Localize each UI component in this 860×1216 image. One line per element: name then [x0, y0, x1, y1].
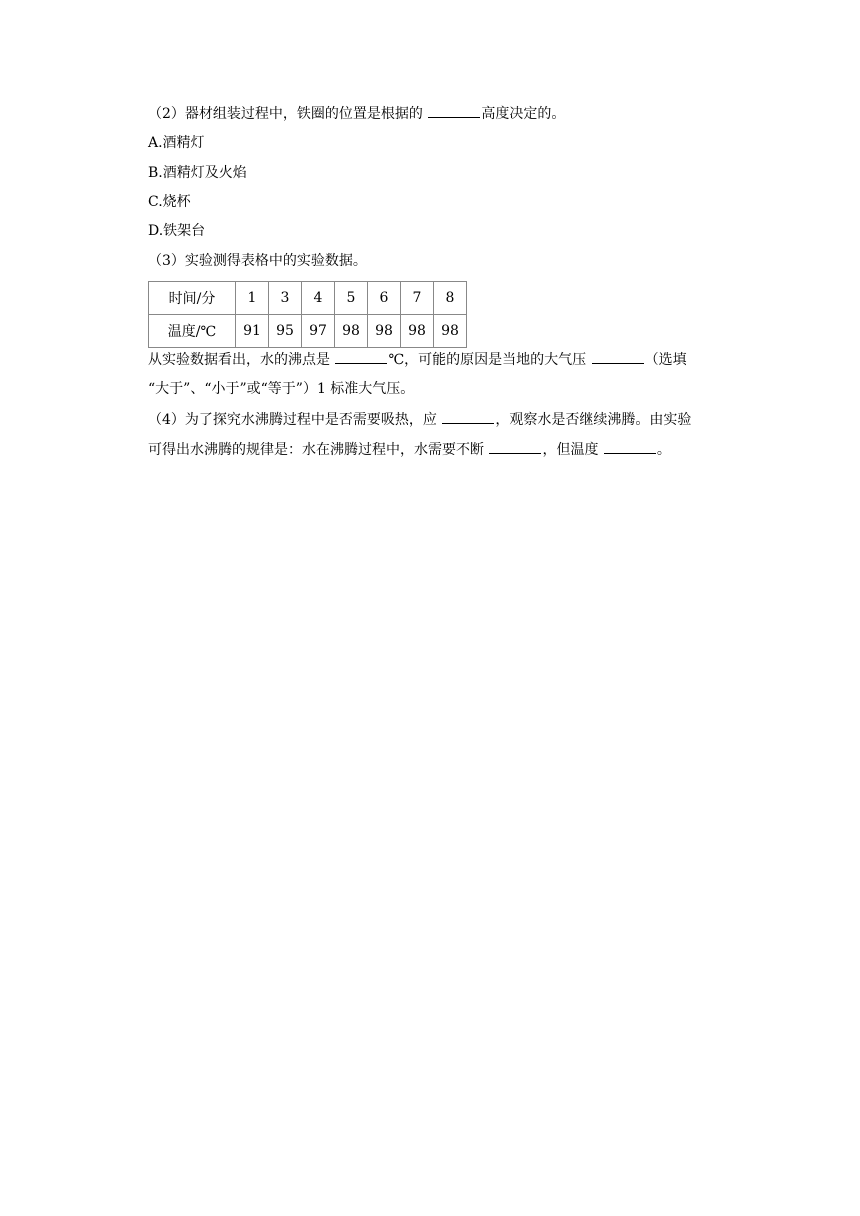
q2-option-d: D.铁架台 — [148, 223, 206, 239]
q2-stem-text-1: （2）器材组装过程中，铁圈的位置是根据的 — [148, 106, 428, 122]
table-cell: 91 — [236, 315, 269, 348]
answer-blank — [442, 409, 494, 424]
table-row — [149, 282, 467, 315]
q4-text-1: （4）为了探究水沸腾过程中是否需要吸热，应 — [148, 412, 442, 428]
answer-blank — [604, 439, 656, 454]
table-cell: 7 — [401, 282, 434, 315]
table-cell: 3 — [269, 282, 302, 315]
q2-stem — [148, 103, 565, 124]
answer-blank — [489, 439, 541, 454]
table-cell: 6 — [368, 282, 401, 315]
q4-line-2 — [148, 439, 671, 460]
q3-text-3: （选填 — [644, 352, 687, 368]
q3-text-2: ℃，可能的原因是当地的大气压 — [388, 352, 591, 368]
data-table — [148, 281, 467, 348]
q4-text-2: ，观察水是否继续沸腾。由实验 — [495, 412, 692, 428]
table-cell: 95 — [269, 315, 302, 348]
q3-line-1 — [148, 349, 687, 370]
q4-text-3: 可得出水沸腾的规律是：水在沸腾过程中，水需要不断 — [148, 442, 489, 458]
table-cell: 98 — [335, 315, 368, 348]
q2-option-c: C.烧杯 — [148, 194, 191, 210]
q4-text-5: 。 — [656, 442, 671, 458]
answer-blank — [335, 349, 387, 364]
answer-blank — [428, 103, 480, 118]
q3-line-2: “大于”、“小于”或“等于”）1 标准大气压。 — [148, 381, 415, 397]
answer-blank — [592, 349, 644, 364]
table-cell: 5 — [335, 282, 368, 315]
table-cell: 97 — [302, 315, 335, 348]
q2-option-b: B.酒精灯及火焰 — [148, 165, 247, 181]
table-cell: 4 — [302, 282, 335, 315]
q4-line-1 — [148, 409, 691, 430]
q3-text-1: 从实验数据看出，水的沸点是 — [148, 352, 335, 368]
q2-option-a: A.酒精灯 — [148, 135, 205, 151]
table-cell: 8 — [434, 282, 467, 315]
q3-intro: （3）实验测得表格中的实验数据。 — [148, 253, 367, 269]
table-cell: 98 — [368, 315, 401, 348]
table-cell: 1 — [236, 282, 269, 315]
table-cell: 98 — [434, 315, 467, 348]
row-header: 时间/分 — [149, 282, 236, 315]
q2-stem-text-2: 高度决定的。 — [481, 106, 566, 122]
table-cell: 98 — [401, 315, 434, 348]
table-row — [149, 315, 467, 348]
q4-text-4: ，但温度 — [542, 442, 603, 458]
row-header: 温度/℃ — [149, 315, 236, 348]
